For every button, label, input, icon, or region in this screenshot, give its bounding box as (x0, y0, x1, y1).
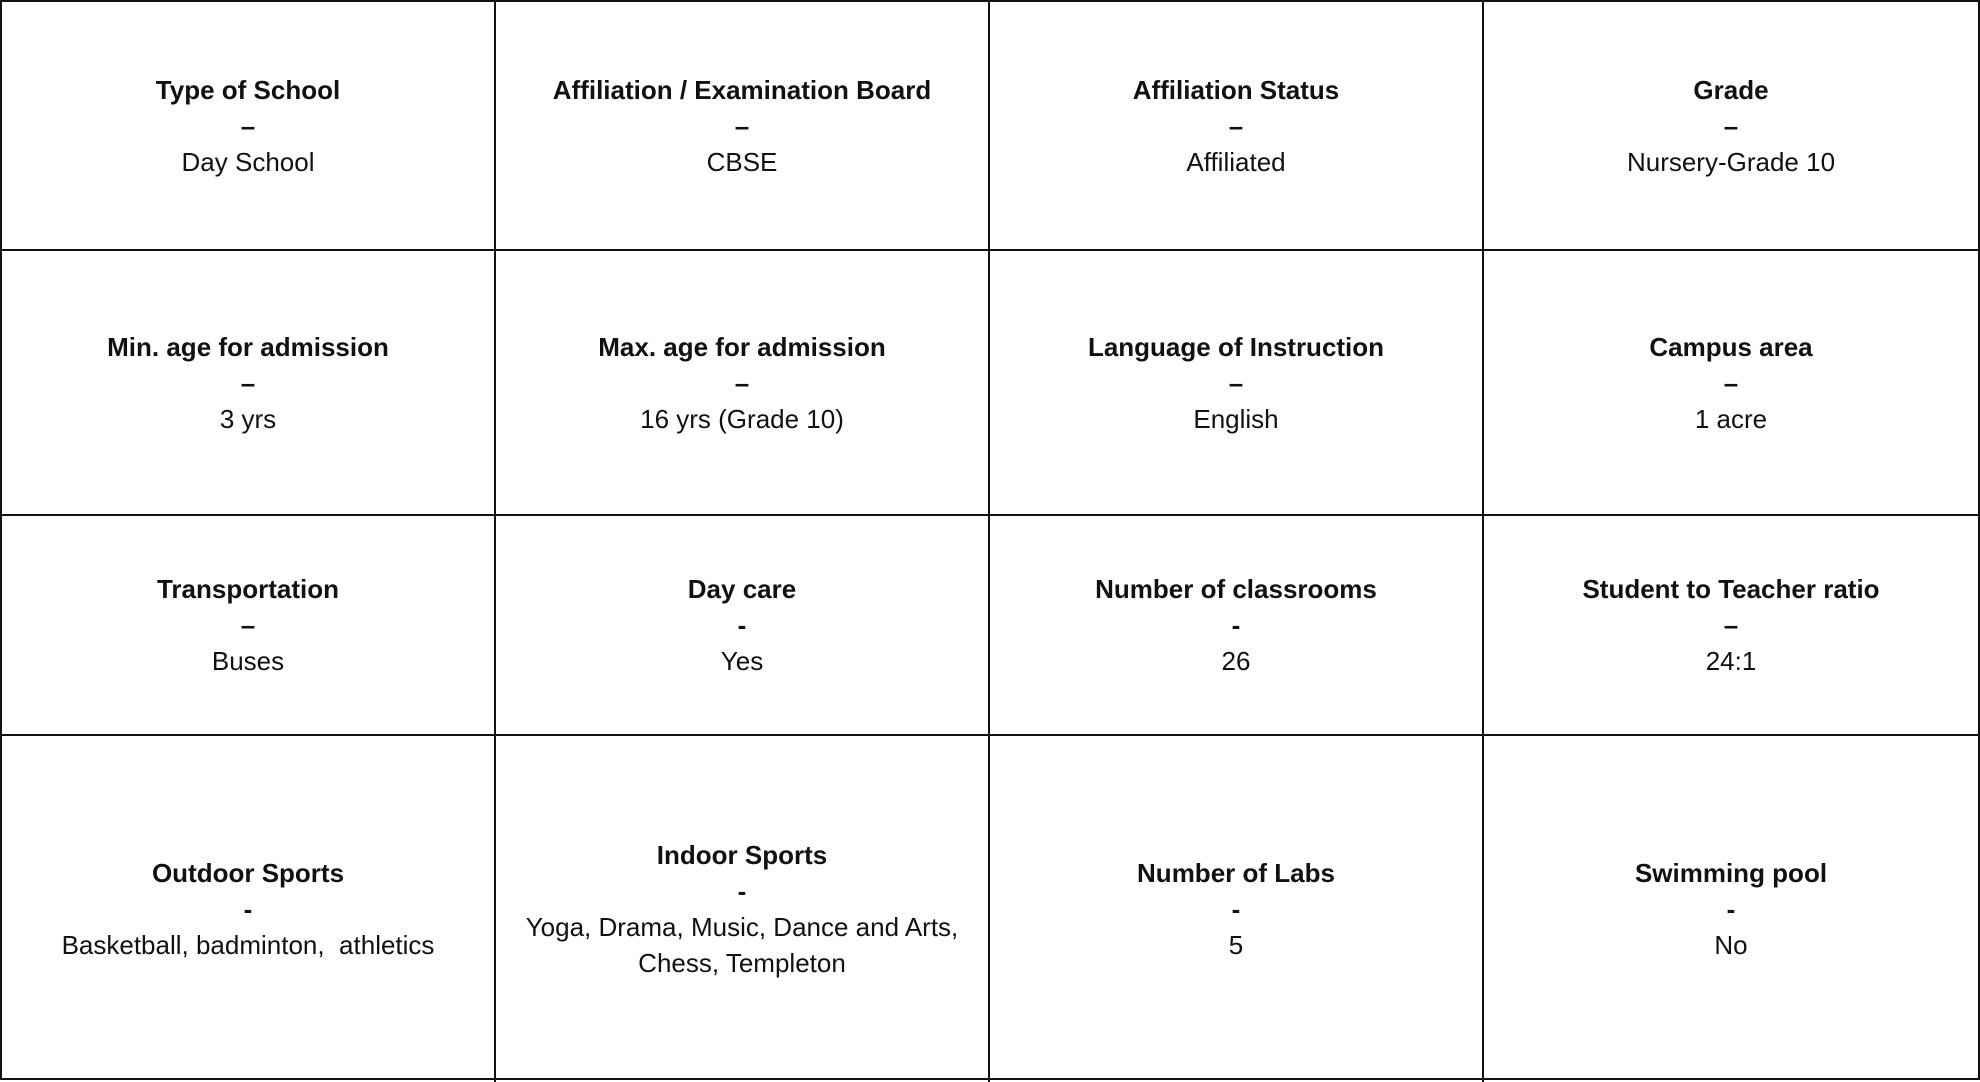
cell-separator: – (734, 110, 750, 141)
cell-value: 24:1 (1705, 646, 1757, 676)
cell-separator: - (243, 894, 253, 924)
cell-value: 1 acre (1694, 403, 1768, 434)
cell-value: CBSE (706, 146, 778, 177)
cell-value: Basketball, badminton, athletics (61, 930, 435, 960)
cell-label: Number of classrooms (1095, 574, 1377, 604)
cell-separator: – (240, 110, 256, 141)
info-cell-min-age (2, 251, 496, 516)
cell-value: English (1193, 403, 1279, 434)
cell-label: Affiliation Status (1132, 74, 1340, 105)
info-cell-transportation (2, 516, 496, 736)
cell-value: Yoga, Drama, Music, Dance and Arts, Chess, Templeton (525, 912, 966, 978)
info-cell-affiliation-board (496, 2, 990, 251)
info-cell-type-of-school (2, 2, 496, 251)
cell-separator: – (1228, 110, 1244, 141)
cell-separator: – (240, 367, 256, 398)
cell-separator: – (1228, 367, 1244, 398)
info-cell-classrooms (990, 516, 1484, 736)
cell-separator: – (1723, 610, 1739, 640)
cell-label: Campus area (1649, 331, 1813, 362)
cell-label: Transportation (156, 574, 339, 604)
cell-separator: - (1726, 894, 1736, 924)
cell-label: Student to Teacher ratio (1582, 574, 1880, 604)
cell-label: Min. age for admission (107, 331, 389, 362)
cell-value: 5 (1228, 930, 1244, 960)
info-cell-affiliation-status (990, 2, 1484, 251)
info-cell-indoor-sports (496, 736, 990, 1082)
cell-value: 3 yrs (219, 403, 277, 434)
cell-label: Affiliation / Examination Board (552, 74, 932, 105)
cell-separator: - (737, 610, 747, 640)
cell-label: Max. age for admission (598, 331, 886, 362)
cell-separator: – (734, 367, 750, 398)
cell-label: Indoor Sports (656, 840, 828, 870)
info-cell-swimming-pool (1484, 736, 1978, 1082)
cell-value: Nursery-Grade 10 (1626, 146, 1836, 177)
cell-label: Number of Labs (1137, 858, 1335, 888)
info-cell-max-age (496, 251, 990, 516)
cell-label: Outdoor Sports (151, 858, 345, 888)
cell-separator: - (737, 876, 747, 906)
info-cell-language (990, 251, 1484, 516)
info-cell-campus-area (1484, 251, 1978, 516)
cell-value: Day School (181, 146, 315, 177)
cell-separator: - (1231, 610, 1241, 640)
cell-label: Language of Instruction (1087, 331, 1385, 362)
cell-value: 16 yrs (Grade 10) (640, 403, 844, 434)
info-cell-grade (1484, 2, 1978, 251)
cell-label: Type of School (155, 74, 341, 105)
cell-value: Buses (211, 646, 285, 676)
info-cell-day-care (496, 516, 990, 736)
info-cell-student-teacher-ratio (1484, 516, 1978, 736)
cell-label: Day care (687, 574, 797, 604)
cell-separator: – (240, 610, 256, 640)
cell-value: No (1714, 930, 1748, 960)
cell-label: Grade (1693, 74, 1769, 105)
cell-value: Affiliated (1186, 146, 1286, 177)
cell-value: Yes (720, 646, 764, 676)
info-cell-outdoor-sports (2, 736, 496, 1082)
cell-label: Swimming pool (1634, 858, 1828, 888)
cell-separator: – (1723, 367, 1739, 398)
cell-separator: – (1723, 110, 1739, 141)
cell-separator: - (1231, 894, 1241, 924)
info-cell-labs (990, 736, 1484, 1082)
cell-value: 26 (1221, 646, 1251, 676)
